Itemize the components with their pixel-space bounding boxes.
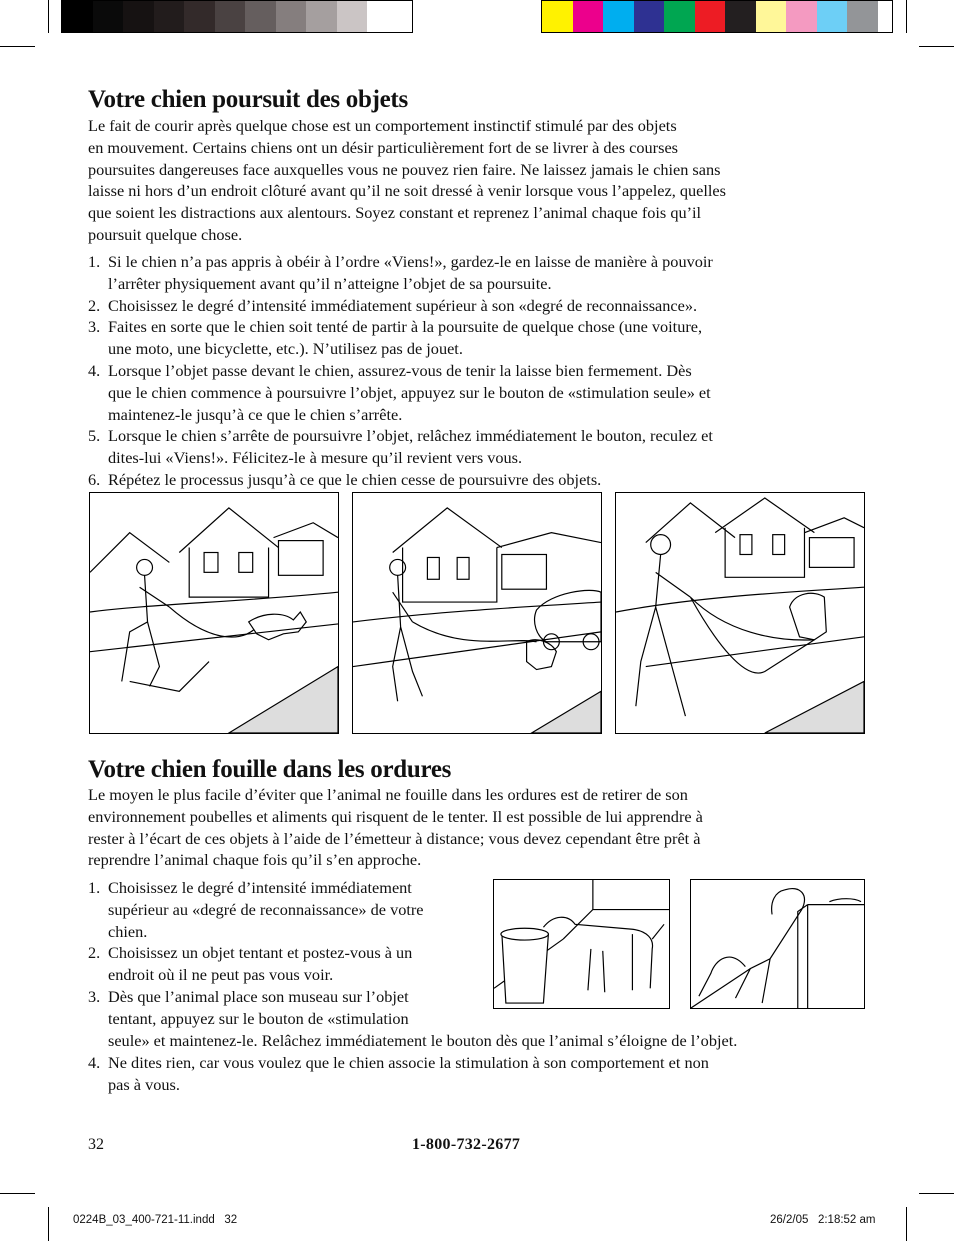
step-text-line: tentant, appuyez sur le bouton de «stimulation	[108, 1008, 409, 1028]
list-item	[88, 986, 488, 1030]
crop-mark-bottom-right-v	[906, 1207, 907, 1241]
step-text-line: Ne dites rien, car vous voulez que le chien associe la stimulation à son comportement et non	[108, 1052, 709, 1072]
color-swatch	[725, 1, 756, 32]
crop-mark-bottom-left-v	[48, 1207, 49, 1241]
step-text-line: seule» et maintenez-le. Relâchez immédiatement le bouton dès que l’animal s’éloigne de l’objet.	[108, 1031, 738, 1050]
text-line: poursuit quelque chose.	[88, 224, 243, 244]
color-swatch	[603, 1, 634, 32]
illustration-garbage-panel-1	[493, 879, 670, 1009]
list-item	[88, 295, 868, 317]
color-swatch	[756, 1, 787, 32]
color-swatch	[786, 1, 817, 32]
crop-mark-top-right-v	[906, 0, 907, 33]
color-swatch	[367, 1, 398, 32]
text-line: reprendre l’animal chaque fois qu’il s’en approche.	[88, 850, 422, 870]
crop-mark-bottom-left-h	[0, 1193, 35, 1194]
color-swatch	[184, 1, 215, 32]
print-slug-timestamp: 26/2/05 2:18:52 am	[770, 1214, 876, 1226]
step-text-line: supérieur au «degré de reconnaissance» de votre	[108, 899, 424, 919]
list-item	[88, 469, 868, 491]
step-text-line: Lorsque l’objet passe devant le chien, assurez-vous de tenir la laisse bien fermement. Dès	[108, 360, 692, 380]
step-text-line: l’arrêter physiquement avant qu’il n’atteigne l’objet de sa poursuite.	[108, 273, 552, 293]
color-swatch	[542, 1, 573, 32]
section-title-chasing: Votre chien poursuit des objets	[88, 86, 408, 113]
step-text-line: chien.	[108, 921, 148, 941]
text-line: poursuites dangereuses face auxquelles vous ne pouvez rien faire. Ne laissez jamais le chien sans	[88, 159, 721, 179]
list-item	[88, 942, 488, 986]
garbage-steps-list-wide	[88, 1030, 878, 1095]
step-text-line: Choisissez le degré d’intensité immédiatement supérieur à son «degré de reconnaissance».	[108, 295, 698, 315]
step-text-line: Si le chien n’a pas appris à obéir à l’ordre «Viens!», gardez-le en laisse de manière à pouvoir	[108, 252, 713, 271]
step-number: 3.	[88, 986, 101, 1006]
illustration-chase-panel-2	[352, 492, 602, 734]
garbage-intro-paragraph	[88, 784, 868, 871]
color-swatch	[93, 1, 124, 32]
color-swatch	[573, 1, 604, 32]
text-line: rester à l’écart de ces objets à l’aide de l’émetteur à distance; vous devez cependant être prêt à	[88, 828, 701, 848]
illustration-chase-panel-3	[615, 492, 865, 734]
step-number: 6.	[88, 469, 101, 489]
step-text-line: Faites en sorte que le chien soit tenté de partir à la poursuite de quelque chose (une voiture,	[108, 317, 703, 337]
list-item	[88, 360, 868, 425]
text-line: en mouvement. Certains chiens ont un désir particulièrement fort de se livrer à des courses	[88, 137, 679, 157]
text-line: Le fait de courir après quelque chose est un comportement instinctif stimulé par des objets	[88, 116, 677, 135]
print-slug-filename: 0224B_03_400-721-11.indd 32	[73, 1214, 238, 1226]
step-text-line: Choisissez un objet tentant et postez-vous à un	[108, 943, 413, 963]
step-number: 4.	[88, 360, 101, 380]
step-number: 5.	[88, 426, 101, 446]
step-text-line: pas à vous.	[108, 1074, 180, 1094]
step-text-line: Dès que l’animal place son museau sur l’objet	[108, 986, 409, 1006]
list-item	[88, 316, 868, 360]
color-swatch	[154, 1, 185, 32]
text-line: Le moyen le plus facile d’éviter que l’animal ne fouille dans les ordures est de retirer de son	[88, 785, 688, 804]
color-swatch	[215, 1, 246, 32]
color-swatch	[634, 1, 665, 32]
step-number: 1.	[88, 878, 101, 897]
crop-mark-top-left-h	[0, 46, 35, 47]
garbage-steps-list-narrow	[88, 877, 488, 1030]
page-number: 32	[88, 1136, 104, 1153]
color-calibration-bar	[541, 0, 893, 33]
color-swatch	[847, 1, 878, 32]
list-item	[88, 1052, 878, 1096]
color-swatch	[276, 1, 307, 32]
step-number: 2.	[88, 943, 101, 963]
text-line: que soient les distractions aux alentours. Soyez constant et reprenez l’animal chaque fois qu’il	[88, 203, 702, 223]
color-swatch	[123, 1, 154, 32]
color-swatch	[817, 1, 848, 32]
color-swatch	[62, 1, 93, 32]
step-number: 4.	[88, 1052, 101, 1072]
crop-mark-top-left-v	[48, 0, 49, 33]
step-text-line: Lorsque le chien s’arrête de poursuivre l’objet, relâchez immédiatement le bouton, reculez et	[108, 426, 713, 446]
step-text-line: Choisissez le degré d’intensité immédiatement	[108, 878, 412, 897]
grayscale-calibration-bar	[61, 0, 413, 33]
step-text-line: Répétez le processus jusqu’à ce que le chien cesse de poursuivre des objets.	[108, 469, 602, 489]
list-item	[88, 877, 488, 942]
color-swatch	[306, 1, 337, 32]
text-line: environnement poubelles et aliments qui risquent de le tenter. Il est possible de lui apprendre à	[88, 806, 703, 826]
chasing-steps-list	[88, 251, 868, 491]
section-title-garbage: Votre chien fouille dans les ordures	[88, 756, 452, 783]
color-swatch	[245, 1, 276, 32]
step-number: 2.	[88, 295, 101, 315]
step-text-line: une moto, une bicyclette, etc.). N’utilisez pas de jouet.	[108, 339, 463, 359]
step-text-line: maintenez-le jusqu’à ce que le chien s’arrête.	[108, 404, 403, 424]
list-item	[88, 425, 868, 469]
step-number: 1.	[88, 252, 101, 271]
illustration-chase-panel-1	[89, 492, 339, 734]
color-swatch	[664, 1, 695, 32]
chasing-intro-paragraph	[88, 115, 868, 246]
list-item	[88, 251, 868, 295]
support-phone-number: 1-800-732-2677	[412, 1136, 521, 1153]
text-line: laisse ni hors d’un endroit clôturé avant qu’il ne soit dressé à venir lorsque vous l’appelez, quelles	[88, 181, 726, 201]
step-text-line: endroit où il ne peut pas vous voir.	[108, 965, 334, 985]
step-text-line: dites-lui «Viens!». Félicitez-le à mesure qu’il revient vers vous.	[108, 448, 523, 468]
step-number: 3.	[88, 317, 101, 337]
color-swatch	[337, 1, 368, 32]
list-item	[88, 1030, 878, 1052]
color-swatch	[695, 1, 726, 32]
crop-mark-top-right-h	[919, 46, 954, 47]
crop-mark-bottom-right-h	[919, 1193, 954, 1194]
step-text-line: que le chien commence à poursuivre l’objet, appuyez sur le bouton de «stimulation seule» et	[108, 382, 711, 402]
illustration-garbage-panel-2	[690, 879, 865, 1009]
